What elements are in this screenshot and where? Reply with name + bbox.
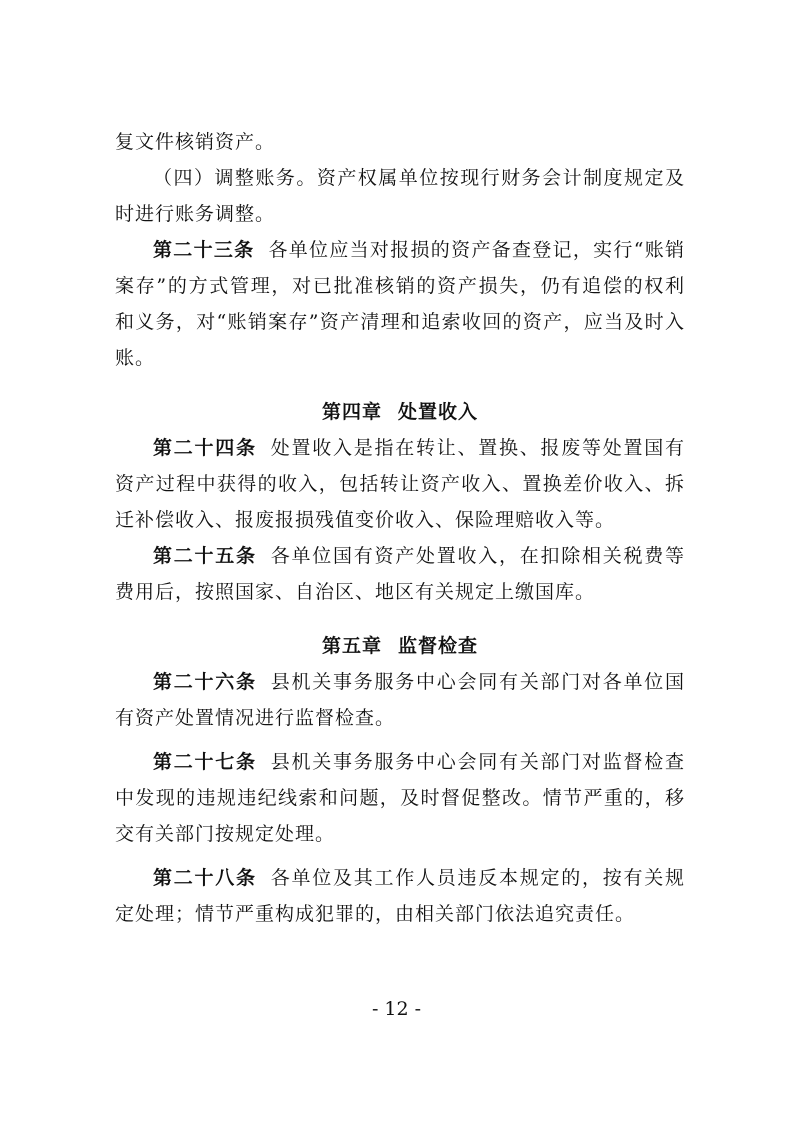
chapter-5-heading: 第五章 监督检查 xyxy=(321,635,479,657)
article-27 xyxy=(115,744,685,852)
article-28-text: 各单位及其工作人员违反本规定的，按有关规定处理；情节严重构成犯罪的，由相关部门依法追究责任。 xyxy=(115,867,685,925)
body-text xyxy=(115,124,685,932)
article-27-label: 第二十七条 xyxy=(153,751,257,773)
article-25 xyxy=(115,538,685,610)
article-23-text: 各单位应当对报损的资产备查登记，实行“账销案存”的方式管理，对已批准核销的资产损失，仍有追偿的权利和义务，对“账销案存”资产清理和追索收回的资产，应当及时入账。 xyxy=(115,239,685,369)
article-28-label: 第二十八条 xyxy=(153,867,257,889)
article-25-text: 各单位国有资产处置收入，在扣除相关税费等费用后，按照国家、自治区、地区有关规定上缴国库。 xyxy=(115,545,685,603)
article-27-text: 县机关事务服务中心会同有关部门对监督检查中发现的违规违纪线索和问题，及时督促整改。情节严重的，移交有关部门按规定处理。 xyxy=(115,751,685,845)
article-26-text: 县机关事务服务中心会同有关部门对各单位国有资产处置情况进行监督检查。 xyxy=(115,671,685,729)
article-26 xyxy=(115,664,685,736)
page-number: - 12 - xyxy=(371,998,422,1020)
article-24-text: 处置收入是指在转让、置换、报废等处置国有资产过程中获得的收入，包括转让资产收入、置换差价收入、拆迁补偿收入、报废报损残值变价收入、保险理赔收入等。 xyxy=(115,437,685,531)
article-24-label: 第二十四条 xyxy=(153,437,257,459)
article-28 xyxy=(115,860,685,932)
article-23-label: 第二十三条 xyxy=(153,239,255,261)
chapter-4-heading: 第四章 处置收入 xyxy=(321,401,479,423)
article-23 xyxy=(115,232,685,376)
article-24 xyxy=(115,430,685,538)
paragraph-adjust-accounts: （四）调整账务。资产权属单位按现行财务会计制度规定及时进行账务调整。 xyxy=(115,167,685,225)
article-25-label: 第二十五条 xyxy=(153,545,257,567)
paragraph-continuation: 复文件核销资产。 xyxy=(115,131,276,153)
article-26-label: 第二十六条 xyxy=(153,671,257,693)
